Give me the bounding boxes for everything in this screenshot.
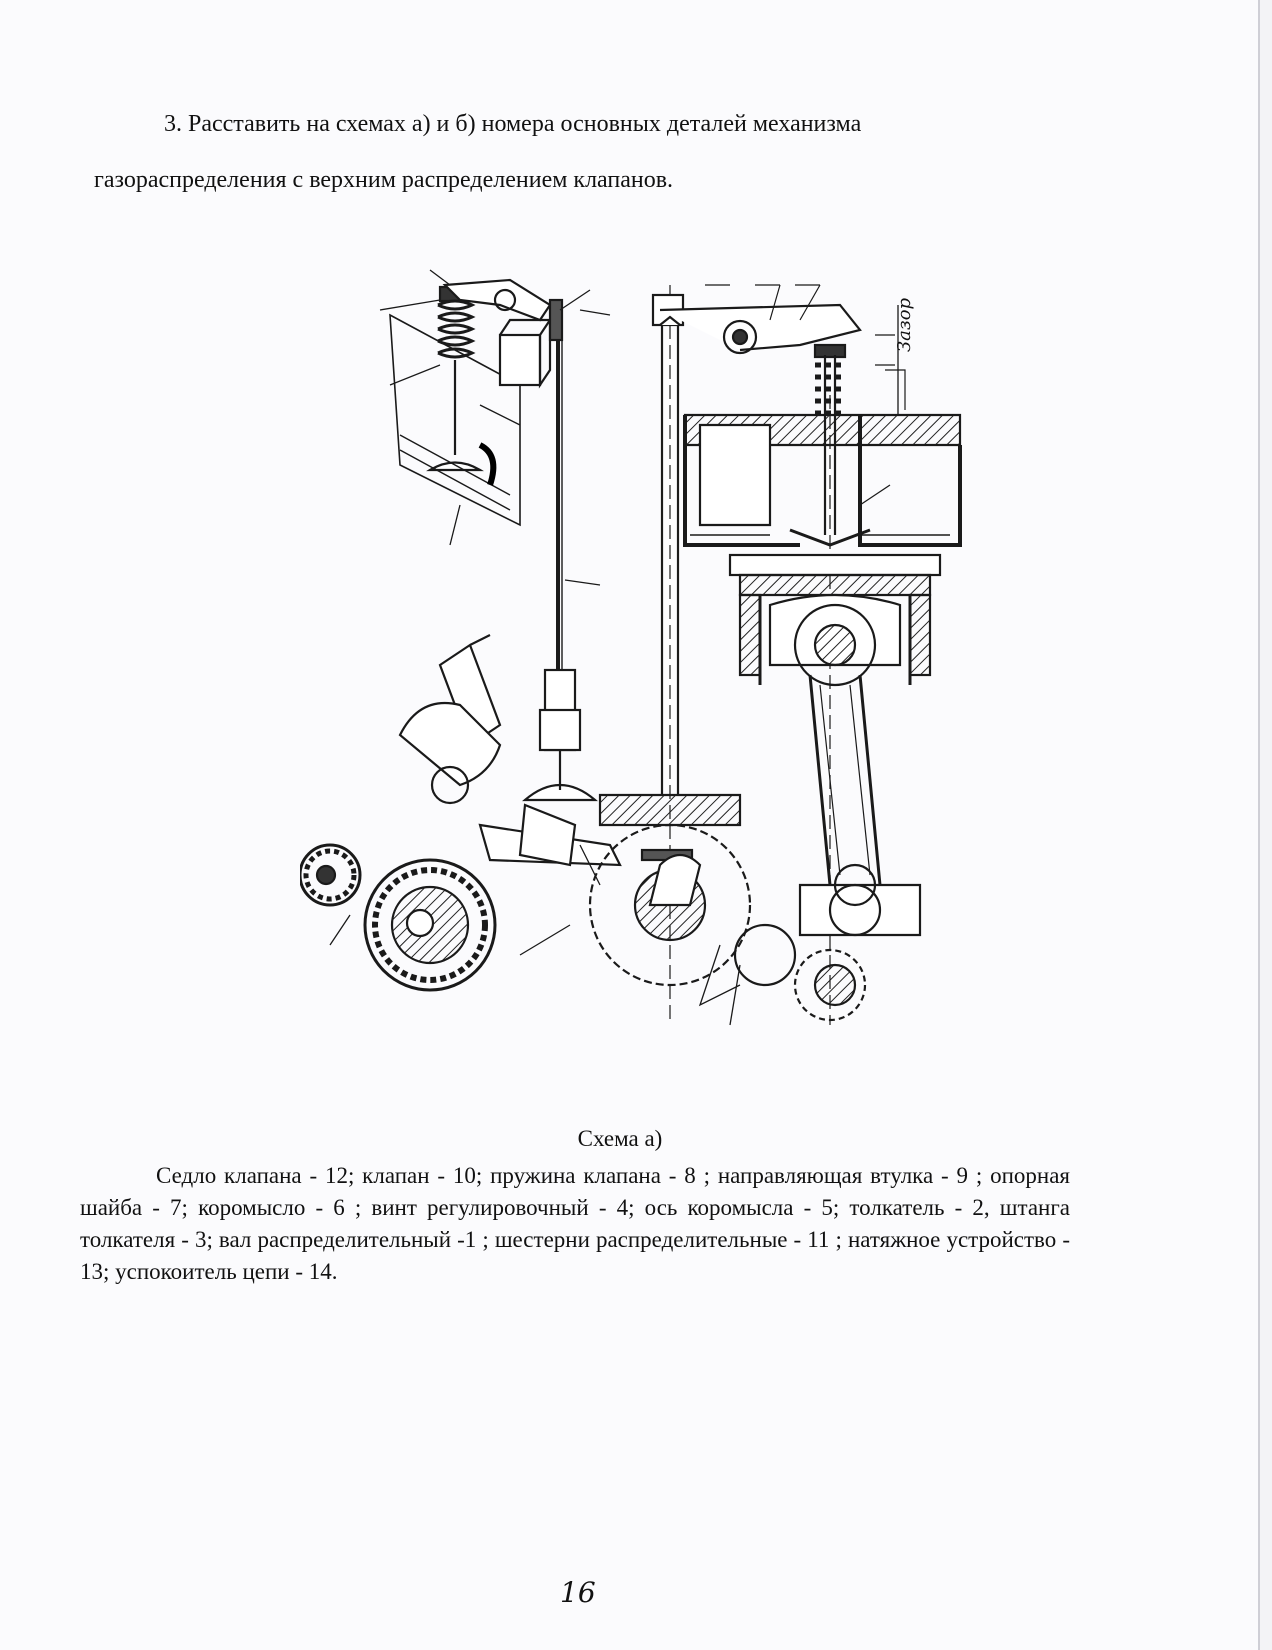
valve-spring-left (430, 287, 480, 470)
rocker-arm-right (653, 285, 860, 353)
crank-gear-left (300, 845, 360, 905)
perspective-mechanism (300, 270, 620, 990)
task-text (94, 96, 1094, 208)
task-line-2: газораспределения с верхним распределением клапанов. (94, 167, 674, 193)
valve-mechanism-diagram (300, 265, 1020, 1105)
cylinder-head-right (685, 415, 960, 545)
gap-label: Зазор (894, 297, 915, 353)
parts-legend: Седло клапана - 12; клапан - 10; пружина клапана - 8 ; направляющая втулка - 9 ; опорная шайба - 7; коромысло - 6 ; винт регулировочный - 4; ось коромысла - 5; толкатель - 2, штанга толкателя - 3; вал распределительный -1 ; шестерни распределительные - 11 ; натяжное устройство - 13; успокоитель цепи - 14. (80, 1163, 1070, 1284)
cam-gear-left (365, 860, 495, 990)
tappet-left (525, 670, 595, 800)
diagram-svg (300, 265, 1020, 1105)
camshaft-left (400, 635, 620, 865)
page-number: 16 (560, 1576, 596, 1609)
task-line-1: 3. Расставить на схемах а) и б) номера основных деталей механизма (164, 111, 862, 137)
sectional-mechanism (590, 285, 960, 1025)
figure-caption: Схема а) (577, 1126, 663, 1151)
